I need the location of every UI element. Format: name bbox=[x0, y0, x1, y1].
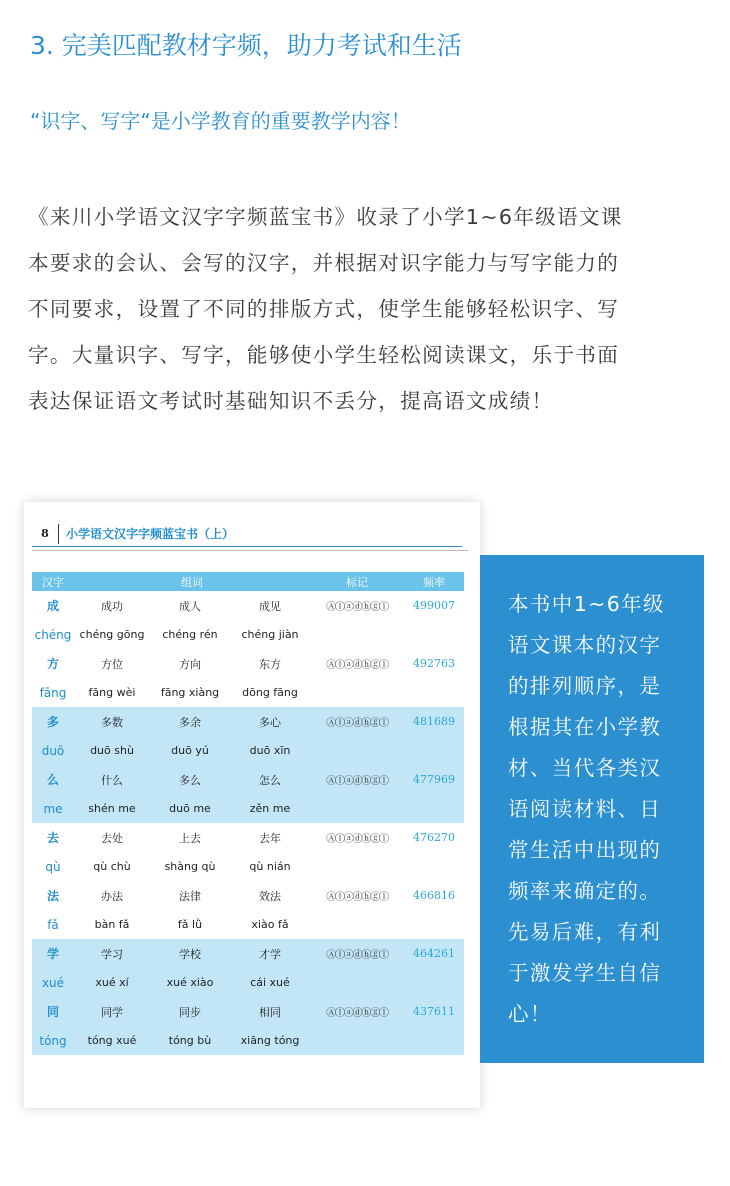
character-cell: 么 bbox=[32, 765, 74, 794]
word-pinyin-cell: qù nián bbox=[249, 860, 291, 873]
character-cell: 法 bbox=[46, 889, 59, 903]
word-pinyin-cell: duō shù bbox=[74, 736, 150, 765]
table-row-pinyin bbox=[32, 620, 464, 649]
table-row-pinyin bbox=[32, 678, 464, 707]
character-cell: 成 bbox=[46, 599, 59, 613]
header-character: 汉字 bbox=[32, 572, 74, 591]
subheading: “识字、写字“是小学教育的重要教学内容！ bbox=[30, 109, 411, 133]
book-title: 小学语文汉字字频蓝宝书（上） bbox=[66, 527, 235, 541]
empty-cell bbox=[310, 1026, 464, 1055]
table-row bbox=[32, 591, 464, 620]
empty-cell bbox=[310, 620, 464, 649]
sidebar-line: 语文课本的汉字 bbox=[508, 633, 662, 657]
empty-cell bbox=[310, 678, 464, 707]
marks-cell: Ⓐⓛⓐⓓⓗⓖⓛ bbox=[310, 997, 404, 1026]
marks-cell: Ⓐⓛⓐⓓⓗⓖⓛ bbox=[326, 602, 388, 613]
character-pinyin-cell: xué bbox=[32, 968, 74, 997]
character-pinyin-cell: fǎ bbox=[47, 917, 59, 932]
frequency-cell: 477969 bbox=[404, 765, 464, 794]
word-cell: 效法 bbox=[259, 889, 281, 903]
word-pinyin-cell: bàn fǎ bbox=[94, 918, 130, 931]
sidebar-line: 心！ bbox=[508, 1002, 552, 1026]
word-pinyin-cell: fǎ lǜ bbox=[177, 918, 203, 931]
empty-cell bbox=[310, 968, 464, 997]
paragraph-line: 字。大量识字、写字，能够使小学生轻松阅读课文，乐于书面 bbox=[28, 343, 620, 367]
marks-cell: Ⓐⓛⓐⓓⓗⓖⓛ bbox=[310, 765, 404, 794]
word-cell: 学校 bbox=[150, 939, 230, 968]
sidebar-line: 根据其在小学教 bbox=[508, 715, 662, 739]
table-row bbox=[32, 997, 464, 1026]
character-pinyin-cell: qù bbox=[45, 859, 61, 874]
paragraph-line: 本要求的会认、会写的汉字，并根据对识字能力与写字能力的 bbox=[28, 251, 620, 275]
word-pinyin-cell: qù chù bbox=[93, 860, 131, 873]
word-pinyin-cell: duō xīn bbox=[230, 736, 310, 765]
marks-cell: Ⓐⓛⓐⓓⓗⓖⓛ bbox=[326, 892, 388, 903]
marks-cell: Ⓐⓛⓐⓓⓗⓖⓛ bbox=[326, 660, 388, 671]
word-cell: 多数 bbox=[74, 707, 150, 736]
header-frequency: 频率 bbox=[404, 572, 464, 591]
frequency-cell: 464261 bbox=[404, 939, 464, 968]
character-pinyin-cell: tóng bbox=[32, 1026, 74, 1055]
word-pinyin-cell: duō yú bbox=[150, 736, 230, 765]
word-cell: 相同 bbox=[230, 997, 310, 1026]
table-row-pinyin bbox=[32, 1026, 464, 1055]
sidebar-line: 于激发学生自信 bbox=[508, 961, 662, 985]
word-cell: 方位 bbox=[101, 657, 123, 671]
empty-cell bbox=[310, 794, 464, 823]
sidebar-line: 的排列顺序，是 bbox=[508, 674, 662, 698]
word-pinyin-cell: chéng gōng bbox=[79, 628, 145, 641]
word-pinyin-cell: chéng jiàn bbox=[241, 628, 299, 641]
character-cell: 方 bbox=[46, 657, 59, 671]
table-header-row bbox=[32, 572, 464, 591]
word-pinyin-cell: tóng bù bbox=[150, 1026, 230, 1055]
character-cell: 学 bbox=[32, 939, 74, 968]
character-cell: 多 bbox=[32, 707, 74, 736]
paragraph-line: 不同要求，设置了不同的排版方式，使学生能够轻松识字、写 bbox=[28, 297, 620, 321]
paragraph-line: 《来川小学语文汉字字频蓝宝书》收录了小学1~6年级语文课 bbox=[28, 205, 623, 229]
table-row bbox=[32, 823, 464, 852]
sidebar-line: 本书中1~6年级 bbox=[508, 592, 665, 616]
word-pinyin-cell: chéng rén bbox=[162, 628, 218, 641]
sidebar-line: 先易后难，有利 bbox=[508, 920, 662, 944]
character-frequency-table bbox=[32, 572, 464, 1055]
word-pinyin-cell: fāng xiàng bbox=[160, 686, 220, 699]
word-pinyin-cell: fāng wèi bbox=[88, 686, 136, 699]
word-cell: 东方 bbox=[259, 657, 281, 671]
sidebar-line: 材、当代各类汉 bbox=[508, 756, 662, 780]
word-cell: 同学 bbox=[74, 997, 150, 1026]
table-row-pinyin bbox=[32, 736, 464, 765]
frequency-cell: 481689 bbox=[404, 707, 464, 736]
table-row bbox=[32, 649, 464, 678]
character-pinyin-cell: fāng bbox=[39, 685, 67, 700]
character-pinyin-cell: duō bbox=[32, 736, 74, 765]
frequency-cell: 466816 bbox=[413, 889, 456, 902]
word-cell: 才学 bbox=[230, 939, 310, 968]
table-row-pinyin bbox=[32, 910, 464, 939]
character-cell: 同 bbox=[32, 997, 74, 1026]
marks-cell: Ⓐⓛⓐⓓⓗⓖⓛ bbox=[310, 707, 404, 736]
sidebar-line: 常生活中出现的 bbox=[508, 838, 662, 862]
book-page-image bbox=[24, 502, 480, 1108]
marks-cell: Ⓐⓛⓐⓓⓗⓖⓛ bbox=[310, 939, 404, 968]
word-cell: 办法 bbox=[101, 889, 123, 903]
word-cell: 同步 bbox=[150, 997, 230, 1026]
paragraph-line: 表达保证语文考试时基础知识不丢分，提高语文成绩！ bbox=[28, 389, 554, 413]
word-cell: 学习 bbox=[74, 939, 150, 968]
word-cell: 多余 bbox=[150, 707, 230, 736]
header-words: 组词 bbox=[74, 572, 310, 591]
character-pinyin-cell: me bbox=[32, 794, 74, 823]
table-row-pinyin bbox=[32, 794, 464, 823]
word-pinyin-cell: xué xí bbox=[74, 968, 150, 997]
word-cell: 上去 bbox=[179, 831, 201, 845]
frequency-cell: 492763 bbox=[413, 657, 456, 670]
table-row bbox=[32, 765, 464, 794]
word-cell: 怎么 bbox=[230, 765, 310, 794]
table-row-pinyin bbox=[32, 852, 464, 881]
word-cell: 成功 bbox=[101, 599, 123, 613]
table-row-pinyin bbox=[32, 968, 464, 997]
empty-cell bbox=[310, 910, 464, 939]
frequency-cell: 437611 bbox=[404, 997, 464, 1026]
word-cell: 去年 bbox=[259, 831, 281, 845]
word-pinyin-cell: cái xué bbox=[230, 968, 310, 997]
sidebar-line: 语阅读材料、日 bbox=[508, 797, 662, 821]
table-row bbox=[32, 707, 464, 736]
sidebar-line: 频率来确定的。 bbox=[508, 879, 662, 903]
header-marks: 标记 bbox=[310, 572, 404, 591]
character-pinyin-cell: chéng bbox=[34, 627, 72, 642]
word-cell: 多心 bbox=[230, 707, 310, 736]
word-pinyin-cell: shén me bbox=[74, 794, 150, 823]
frequency-cell: 476270 bbox=[413, 831, 456, 844]
word-pinyin-cell: xiào fǎ bbox=[251, 918, 289, 931]
frequency-cell: 499007 bbox=[413, 599, 456, 612]
word-pinyin-cell: zěn me bbox=[230, 794, 310, 823]
word-pinyin-cell: dōng fāng bbox=[242, 686, 298, 699]
empty-cell bbox=[310, 852, 464, 881]
word-pinyin-cell: xué xiào bbox=[150, 968, 230, 997]
word-pinyin-cell: shàng qù bbox=[164, 860, 216, 873]
word-cell: 法律 bbox=[179, 889, 201, 903]
table-row bbox=[32, 881, 464, 910]
word-cell: 成人 bbox=[179, 599, 201, 613]
empty-cell bbox=[310, 736, 464, 765]
word-cell: 多么 bbox=[150, 765, 230, 794]
word-pinyin-cell: xiāng tóng bbox=[230, 1026, 310, 1055]
character-cell: 去 bbox=[46, 831, 59, 845]
word-pinyin-cell: tóng xué bbox=[74, 1026, 150, 1055]
word-cell: 方向 bbox=[179, 657, 201, 671]
word-pinyin-cell: duō me bbox=[150, 794, 230, 823]
page-number: 8 bbox=[32, 524, 59, 544]
intro-paragraph bbox=[28, 194, 718, 424]
word-cell: 去处 bbox=[101, 831, 123, 845]
word-cell: 成见 bbox=[259, 599, 281, 613]
info-sidebar bbox=[480, 555, 704, 1063]
book-page-header bbox=[32, 524, 462, 547]
table-row bbox=[32, 939, 464, 968]
section-heading: 3. 完美匹配教材字频，助力考试和生活 bbox=[30, 31, 462, 60]
word-cell: 什么 bbox=[74, 765, 150, 794]
marks-cell: Ⓐⓛⓐⓓⓗⓖⓛ bbox=[326, 834, 388, 845]
